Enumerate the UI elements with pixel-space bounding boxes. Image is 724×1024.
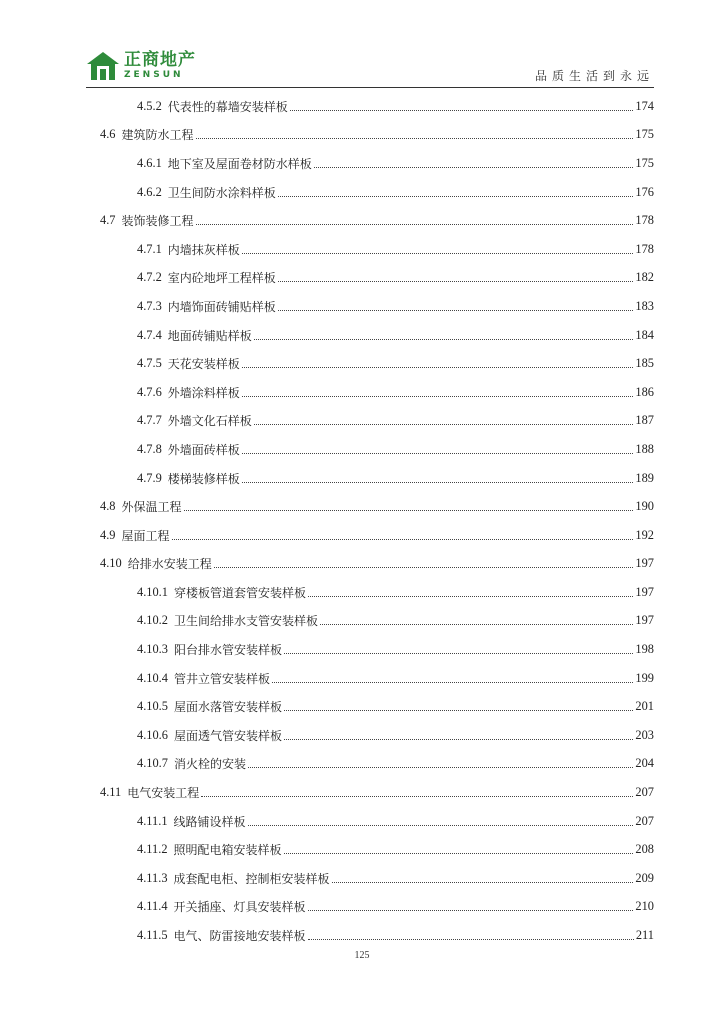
toc-entry-number: 4.7.6 <box>137 384 162 399</box>
toc-entry-title: 代表性的幕墙安装样板 <box>167 99 288 114</box>
toc-dot-leader <box>242 482 634 483</box>
toc-dot-leader <box>284 653 633 654</box>
toc-entry-number: 4.5.2 <box>137 98 162 113</box>
toc-entry-page: 197 <box>635 613 654 628</box>
toc-entry-number: 4.11.3 <box>137 870 168 885</box>
toc-dot-leader <box>242 396 634 397</box>
table-of-contents <box>100 92 654 950</box>
toc-entry-number: 4.10 <box>100 556 122 571</box>
toc-dot-leader <box>308 939 634 940</box>
toc-entry-number: 4.7.9 <box>137 470 162 485</box>
toc-entry-number: 4.7.7 <box>137 413 162 428</box>
toc-entry-title: 消火栓的安装 <box>173 757 246 772</box>
toc-entry-title: 装饰装修工程 <box>121 214 194 229</box>
toc-entry[interactable] <box>100 92 654 121</box>
header-rule <box>86 87 654 88</box>
toc-entry-number: 4.10.5 <box>137 699 168 714</box>
toc-entry[interactable] <box>100 149 654 178</box>
toc-entry[interactable] <box>100 121 654 150</box>
toc-entry-page: 188 <box>635 441 654 456</box>
toc-entry-number: 4.6.1 <box>137 155 162 170</box>
toc-dot-leader <box>278 196 634 197</box>
toc-entry-page: 210 <box>635 899 654 914</box>
toc-entry-title: 线路铺设样板 <box>173 814 246 829</box>
toc-entry-page: 178 <box>635 213 654 228</box>
toc-entry-page: 175 <box>635 127 654 142</box>
toc-dot-leader <box>196 138 634 139</box>
toc-entry-number: 4.7.1 <box>137 241 162 256</box>
toc-dot-leader <box>320 624 633 625</box>
toc-entry-page: 183 <box>635 298 654 313</box>
toc-dot-leader <box>308 596 633 597</box>
toc-entry-page: 204 <box>635 756 654 771</box>
toc-entry-page: 199 <box>635 670 654 685</box>
toc-entry-title: 卫生间给排水支管安装样板 <box>173 614 318 629</box>
toc-entry-page: 192 <box>635 527 654 542</box>
toc-entry-title: 电气安装工程 <box>127 786 200 801</box>
toc-entry-number: 4.8 <box>100 499 116 514</box>
toc-dot-leader <box>332 882 634 883</box>
toc-entry-number: 4.7.3 <box>137 298 162 313</box>
toc-entry-title: 楼梯装修样板 <box>167 471 240 486</box>
toc-dot-leader <box>196 224 634 225</box>
toc-entry-title: 外墙文化石样板 <box>167 414 252 429</box>
toc-entry[interactable] <box>100 521 654 550</box>
toc-entry-title: 照明配电箱安装样板 <box>173 843 282 858</box>
toc-entry-number: 4.11.2 <box>137 842 168 857</box>
toc-entry-page: 198 <box>635 642 654 657</box>
toc-entry[interactable] <box>100 407 654 436</box>
toc-entry-page: 197 <box>635 584 654 599</box>
zensun-logo <box>86 50 196 82</box>
toc-entry[interactable] <box>100 893 654 922</box>
toc-entry[interactable] <box>100 664 654 693</box>
toc-entry-title: 天花安装样板 <box>167 357 240 372</box>
toc-entry-title: 内墙抹灰样板 <box>167 242 240 257</box>
toc-entry[interactable] <box>100 264 654 293</box>
toc-entry[interactable] <box>100 607 654 636</box>
toc-entry-number: 4.7.8 <box>137 441 162 456</box>
toc-dot-leader <box>184 510 634 511</box>
toc-entry[interactable] <box>100 349 654 378</box>
toc-entry-page: 174 <box>635 98 654 113</box>
toc-dot-leader <box>314 167 634 168</box>
toc-entry[interactable] <box>100 578 654 607</box>
toc-dot-leader <box>272 682 633 683</box>
toc-entry-page: 176 <box>635 184 654 199</box>
toc-entry-title: 屋面工程 <box>121 528 170 543</box>
toc-entry-title: 开关插座、灯具安装样板 <box>173 900 306 915</box>
toc-entry[interactable] <box>100 864 654 893</box>
toc-dot-leader <box>308 910 634 911</box>
toc-entry-title: 外墙面砖样板 <box>167 442 240 457</box>
toc-entry-title: 管井立管安装样板 <box>173 671 270 686</box>
toc-entry-number: 4.10.2 <box>137 613 168 628</box>
toc-entry-number: 4.7 <box>100 213 116 228</box>
toc-entry-number: 4.7.2 <box>137 270 162 285</box>
toc-entry-page: 211 <box>635 928 654 943</box>
toc-entry[interactable] <box>100 464 654 493</box>
header-slogan: 品质生活到永远 <box>534 69 654 83</box>
toc-entry[interactable] <box>100 550 654 579</box>
toc-dot-leader <box>284 710 633 711</box>
toc-entry[interactable] <box>100 835 654 864</box>
toc-entry-page: 178 <box>635 241 654 256</box>
toc-entry[interactable] <box>100 635 654 664</box>
toc-dot-leader <box>278 310 634 311</box>
toc-dot-leader <box>172 539 634 540</box>
toc-dot-leader <box>214 567 634 568</box>
toc-dot-leader <box>248 767 633 768</box>
toc-entry-page: 175 <box>635 155 654 170</box>
toc-entry-page: 182 <box>635 270 654 285</box>
toc-entry[interactable] <box>100 492 654 521</box>
toc-entry-page: 203 <box>635 727 654 742</box>
toc-entry-number: 4.11 <box>100 785 122 800</box>
toc-entry-title: 穿楼板管道套管安装样板 <box>173 585 306 600</box>
toc-entry-title: 成套配电柜、控制柜安装样板 <box>173 871 330 886</box>
toc-entry[interactable] <box>100 921 654 950</box>
toc-entry-number: 4.7.4 <box>137 327 162 342</box>
toc-dot-leader <box>242 453 634 454</box>
toc-entry[interactable] <box>100 721 654 750</box>
toc-dot-leader <box>201 796 633 797</box>
toc-entry-number: 4.11.5 <box>137 928 168 943</box>
toc-dot-leader <box>248 825 634 826</box>
toc-entry[interactable] <box>100 178 654 207</box>
toc-entry-page: 207 <box>635 813 654 828</box>
toc-entry[interactable] <box>100 292 654 321</box>
toc-entry-title: 外保温工程 <box>121 500 182 515</box>
toc-entry[interactable] <box>100 235 654 264</box>
toc-entry-page: 189 <box>635 470 654 485</box>
toc-entry-title: 地面砖铺贴样板 <box>167 328 252 343</box>
toc-entry-page: 184 <box>635 327 654 342</box>
toc-entry-number: 4.11.4 <box>137 899 168 914</box>
toc-dot-leader <box>254 424 634 425</box>
toc-entry-page: 186 <box>635 384 654 399</box>
toc-entry-title: 给排水安装工程 <box>127 557 212 572</box>
toc-entry[interactable] <box>100 378 654 407</box>
toc-entry[interactable] <box>100 692 654 721</box>
toc-entry-number: 4.6 <box>100 127 116 142</box>
page-header <box>86 46 654 88</box>
toc-dot-leader <box>242 367 634 368</box>
toc-entry-page: 208 <box>635 842 654 857</box>
page-number: 125 <box>354 950 370 961</box>
toc-entry-page: 201 <box>635 699 654 714</box>
toc-entry-number: 4.10.6 <box>137 727 168 742</box>
toc-entry[interactable] <box>100 321 654 350</box>
toc-entry-title: 室内砼地坪工程样板 <box>167 271 276 286</box>
toc-dot-leader <box>284 739 633 740</box>
toc-dot-leader <box>242 253 634 254</box>
toc-dot-leader <box>254 339 634 340</box>
toc-entry-title: 阳台排水管安装样板 <box>173 643 282 658</box>
toc-entry[interactable] <box>100 206 654 235</box>
toc-entry-page: 197 <box>635 556 654 571</box>
toc-entry-page: 187 <box>635 413 654 428</box>
toc-entry-number: 4.10.7 <box>137 756 168 771</box>
toc-entry-number: 4.11.1 <box>137 813 168 828</box>
toc-entry-title: 外墙涂料样板 <box>167 385 240 400</box>
toc-entry-title: 地下室及屋面卷材防水样板 <box>167 156 312 171</box>
toc-dot-leader <box>284 853 634 854</box>
toc-entry-title: 电气、防雷接地安装样板 <box>173 929 306 944</box>
toc-entry-number: 4.9 <box>100 527 116 542</box>
toc-entry[interactable] <box>100 750 654 779</box>
toc-entry-page: 190 <box>635 499 654 514</box>
toc-dot-leader <box>278 281 634 282</box>
toc-entry-title: 屋面水落管安装样板 <box>173 700 282 715</box>
toc-entry-page: 185 <box>635 356 654 371</box>
toc-dot-leader <box>290 110 634 111</box>
toc-entry-title: 卫生间防水涂料样板 <box>167 185 276 200</box>
toc-entry-number: 4.7.5 <box>137 356 162 371</box>
toc-entry-number: 4.6.2 <box>137 184 162 199</box>
house-logo-icon <box>86 51 120 81</box>
logo-english-name: ZENSUN <box>124 70 184 80</box>
toc-entry-number: 4.10.3 <box>137 642 168 657</box>
logo-chinese-name: 正商地产 <box>124 50 196 70</box>
toc-entry[interactable] <box>100 807 654 836</box>
toc-entry[interactable] <box>100 435 654 464</box>
toc-entry-title: 屋面透气管安装样板 <box>173 728 282 743</box>
toc-entry-page: 209 <box>635 870 654 885</box>
toc-entry-number: 4.10.4 <box>137 670 168 685</box>
toc-entry-title: 建筑防水工程 <box>121 128 194 143</box>
toc-entry-number: 4.10.1 <box>137 584 168 599</box>
toc-entry-page: 207 <box>635 785 654 800</box>
toc-entry-title: 内墙饰面砖铺贴样板 <box>167 299 276 314</box>
toc-entry[interactable] <box>100 778 654 807</box>
